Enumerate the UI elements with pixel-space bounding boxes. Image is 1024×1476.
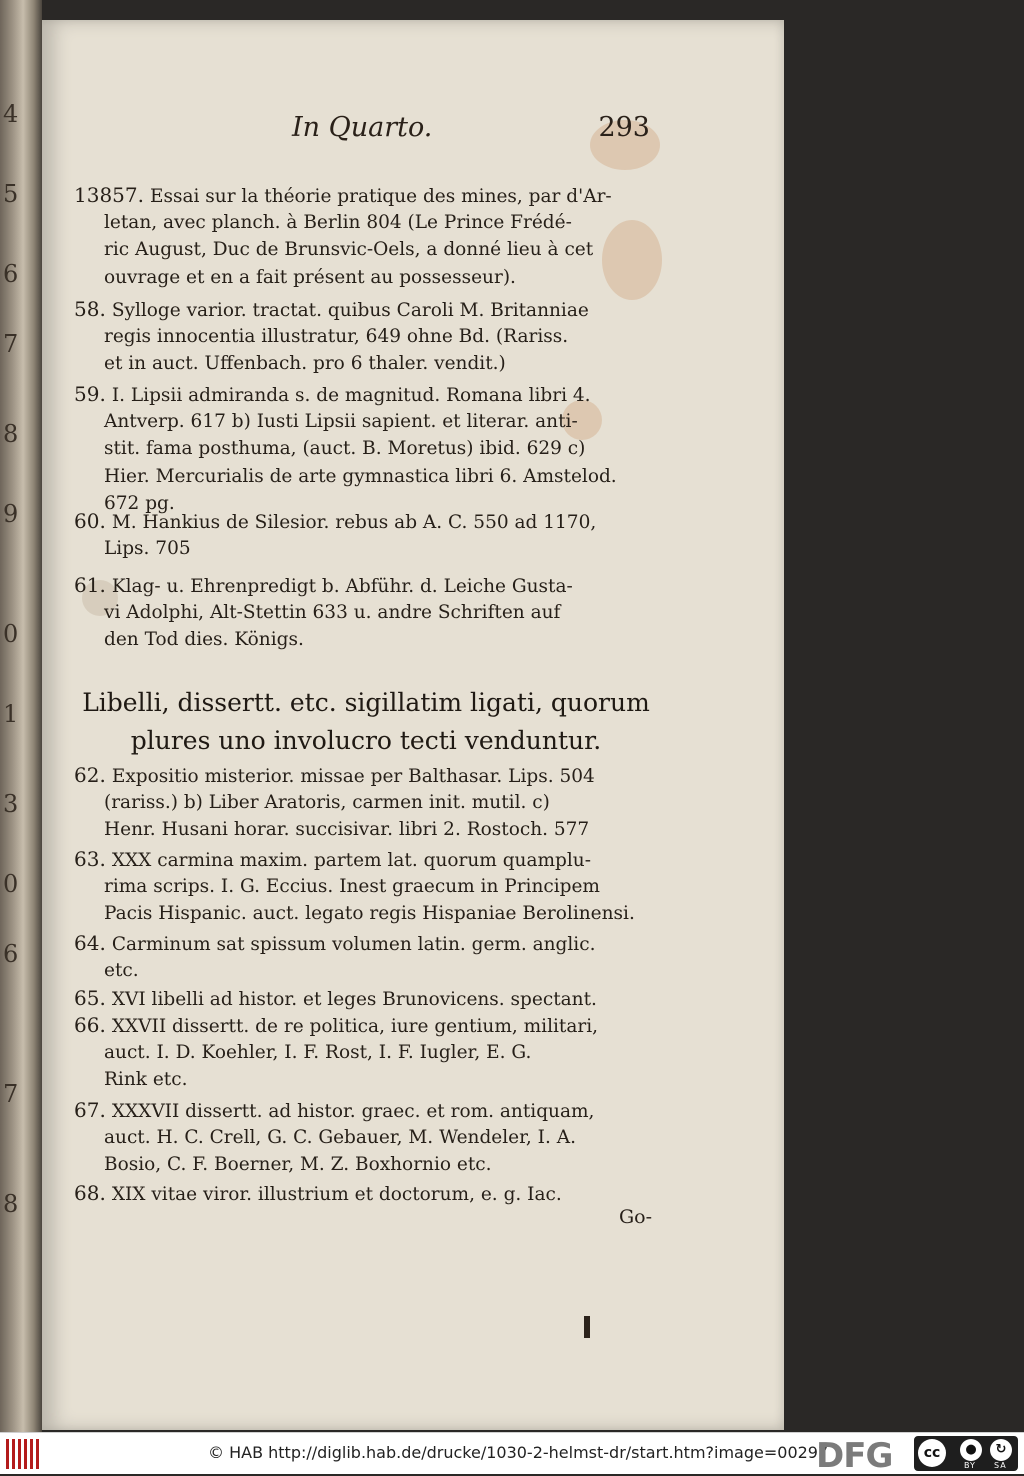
- dfg-logo: DFG: [816, 1436, 893, 1476]
- license-sa-label: SA: [994, 1461, 1007, 1470]
- entry-number: 59.: [74, 382, 106, 406]
- section-heading-line-1: Libelli, dissertt. etc. sigillatim ligati, quorum: [82, 688, 650, 717]
- catalog-entry: [74, 508, 658, 562]
- cc-license-badge[interactable]: [914, 1436, 1018, 1471]
- catalog-entry: [74, 381, 658, 517]
- entry-line: ric August, Duc de Brunsvic-Oels, a donné lieu à cet: [104, 239, 594, 261]
- entry-number: 13857.: [74, 183, 144, 207]
- entry-number: 67.: [74, 1098, 106, 1122]
- catalog-entry: [74, 1012, 658, 1094]
- entry-line: Henr. Husani horar. succisivar. libri 2. Rostoch. 577: [104, 819, 590, 841]
- catalog-entry: [74, 762, 658, 844]
- sa-share-icon: ↻: [990, 1439, 1012, 1461]
- entry-number: 66.: [74, 1013, 106, 1037]
- entry-line: [74, 296, 658, 323]
- entry-text: XXXVII dissertt. ad histor. graec. et rom. antiquam,: [111, 1101, 595, 1122]
- catchword: Go-: [618, 1206, 652, 1228]
- entry-text: Carminum sat spissum volumen latin. germ. anglic.: [111, 934, 596, 955]
- entry-line: [74, 846, 658, 873]
- entry-line: [74, 1012, 658, 1039]
- entry-line: (rariss.) b) Liber Aratoris, carmen init. mutil. c): [104, 792, 550, 814]
- page-header: [292, 112, 650, 150]
- entry-text: Sylloge varior. tractat. quibus Caroli M. Britanniae: [111, 300, 589, 321]
- margin-digit: 0: [3, 620, 19, 648]
- entry-number: 68.: [74, 1181, 106, 1205]
- entry-text: XXX carmina maxim. partem lat. quorum quamplu-: [111, 850, 591, 871]
- page-number: 293: [598, 112, 650, 143]
- entry-line: ouvrage et en a fait présent au possesseur).: [104, 266, 516, 288]
- by-person-icon: ●: [960, 1439, 982, 1461]
- running-title: In Quarto.: [292, 112, 433, 143]
- entry-text: Essai sur la théorie pratique des mines, par d'Ar-: [149, 186, 612, 207]
- margin-digit: 7: [3, 330, 19, 358]
- entry-line: letan, avec planch. à Berlin 804 (Le Prince Frédé-: [104, 212, 572, 234]
- entry-line: regis innocentia illustratur, 649 ohne Bd. (Rariss.: [104, 326, 569, 348]
- entry-line: [74, 762, 658, 789]
- margin-digit: 4: [3, 100, 19, 128]
- entry-line: auct. I. D. Koehler, I. F. Rost, I. F. Iugler, E. G.: [104, 1042, 532, 1064]
- margin-digit: 8: [3, 1190, 19, 1218]
- entry-line: Rink etc.: [104, 1069, 188, 1091]
- margin-digit: 5: [3, 180, 19, 208]
- catalog-entry: [74, 296, 658, 378]
- entry-text: Expositio misterior. missae per Balthasar. Lips. 504: [111, 766, 595, 787]
- section-heading: [74, 684, 658, 760]
- entry-number: 63.: [74, 847, 106, 871]
- adjacent-pages-edge: [0, 0, 42, 1432]
- entry-line: [74, 985, 658, 1012]
- entry-number: 64.: [74, 931, 106, 955]
- entry-text: XVI libelli ad histor. et leges Brunovicens. spectant.: [111, 989, 597, 1010]
- section-heading-line-2: plures uno involucro tecti venduntur.: [130, 726, 602, 755]
- entry-line: [74, 572, 658, 599]
- viewer-footer: [0, 1432, 1024, 1474]
- entry-line: [74, 1180, 658, 1207]
- entry-number: 61.: [74, 573, 106, 597]
- entry-number: 58.: [74, 297, 106, 321]
- entry-number: 65.: [74, 986, 106, 1010]
- source-url-link[interactable]: © HAB http://diglib.hab.de/drucke/1030-2-helmst-dr/start.htm?image=00297: [208, 1443, 829, 1462]
- entry-text: I. Lipsii admiranda s. de magnitud. Romana libri 4.: [111, 385, 591, 406]
- entry-line: [74, 930, 658, 957]
- entry-line: vi Adolphi, Alt-Stettin 633 u. andre Schriften auf: [104, 602, 561, 624]
- catalog-entry: [74, 1097, 658, 1179]
- entry-text: XXVII dissertt. de re politica, iure gentium, militari,: [111, 1016, 599, 1037]
- entry-text: XIX vitae viror. illustrium et doctorum, e. g. Iac.: [111, 1184, 562, 1205]
- entry-text: Klag- u. Ehrenpredigt b. Abführ. d. Leiche Gusta-: [111, 576, 573, 597]
- catalog-entry: [74, 930, 658, 984]
- margin-digit: 3: [3, 790, 19, 818]
- entry-line: etc.: [104, 960, 139, 982]
- margin-digit: 6: [3, 940, 19, 968]
- catalog-entry: [74, 1180, 658, 1207]
- margin-digit: 8: [3, 420, 19, 448]
- entry-line: rima scrips. I. G. Eccius. Inest graecum in Principem: [104, 876, 600, 898]
- entry-line: Lips. 705: [104, 538, 191, 560]
- entry-line: et in auct. Uffenbach. pro 6 thaler. vendit.): [104, 353, 506, 375]
- entry-line: stit. fama posthuma, (auct. B. Moretus) ibid. 629 c): [104, 438, 586, 460]
- entry-line: [74, 381, 658, 408]
- margin-digit: 0: [3, 870, 19, 898]
- entry-line: Bosio, C. F. Boerner, M. Z. Boxhornio etc.: [104, 1154, 492, 1176]
- license-by-label: BY: [964, 1461, 976, 1470]
- entry-line: 672 pg.: [104, 492, 175, 514]
- signature-mark: [584, 1316, 590, 1338]
- catalog-entry: [74, 985, 658, 1012]
- catalog-entry: [74, 846, 658, 928]
- entry-number: 62.: [74, 763, 106, 787]
- entry-line: Hier. Mercurialis de arte gymnastica libri 6. Amstelod.: [104, 465, 617, 487]
- entry-number: 60.: [74, 509, 106, 533]
- hab-logo-icon: [6, 1439, 40, 1469]
- catalog-entry: [74, 182, 658, 291]
- entry-line: auct. H. C. Crell, G. C. Gebauer, M. Wendeler, I. A.: [104, 1127, 576, 1149]
- entry-line: den Tod dies. Königs.: [104, 629, 304, 651]
- entry-line: Antverp. 617 b) Iusti Lipsii sapient. et literar. anti-: [104, 411, 578, 433]
- entry-line: [74, 182, 658, 209]
- margin-digit: 1: [3, 700, 19, 728]
- entry-line: [74, 1097, 658, 1124]
- cc-icon: cc: [918, 1439, 946, 1467]
- entry-line: Pacis Hispanic. auct. legato regis Hispaniae Berolinensi.: [104, 903, 635, 925]
- margin-digit: 9: [3, 500, 19, 528]
- margin-digit: 7: [3, 1080, 19, 1108]
- catalog-entry: [74, 572, 658, 654]
- entry-line: [74, 508, 658, 535]
- entry-text: M. Hankius de Silesior. rebus ab A. C. 550 ad 1170,: [111, 512, 597, 533]
- margin-digit: 6: [3, 260, 19, 288]
